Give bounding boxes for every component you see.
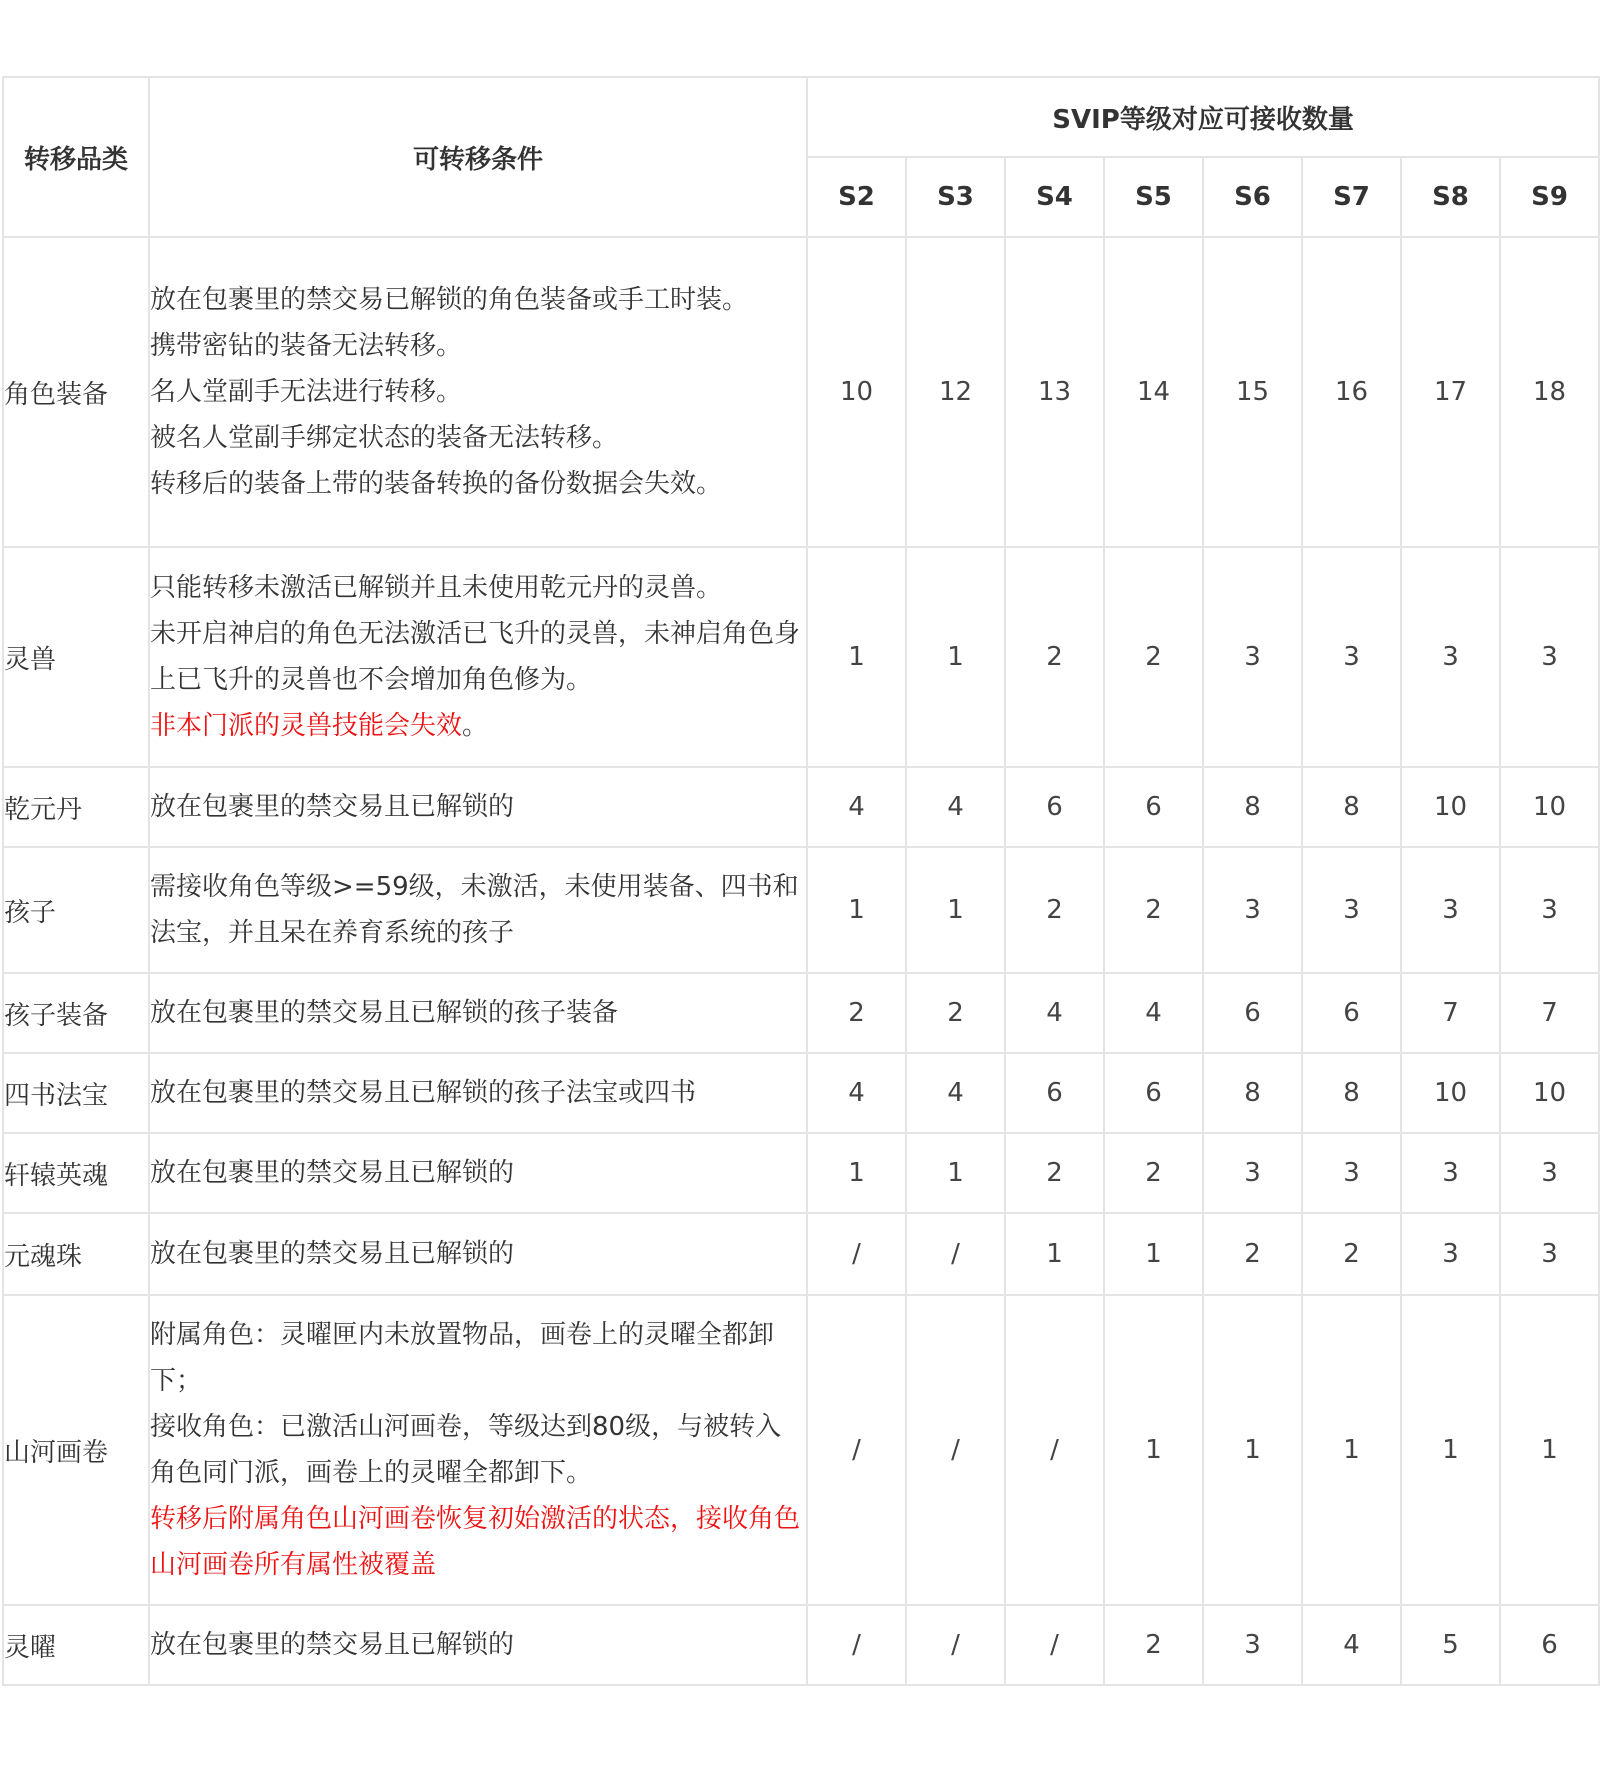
- quantity-cell: 14: [1104, 237, 1203, 547]
- quantity-cell: /: [906, 1605, 1005, 1685]
- condition-line: 转移后的装备上带的装备转换的备份数据会失效。: [150, 469, 723, 499]
- quantity-cell: 10: [1500, 767, 1599, 847]
- quantity-cell: 7: [1500, 973, 1599, 1053]
- table-row: [3, 973, 1599, 1053]
- quantity-cell: 3: [1302, 1133, 1401, 1213]
- quantity-cell: 1: [807, 847, 906, 973]
- category-cell: 乾元丹: [3, 767, 149, 847]
- quantity-cell: 3: [1302, 847, 1401, 973]
- condition-line: 放在包裹里的禁交易且已解锁的孩子装备: [150, 998, 619, 1028]
- condition-cell: [149, 1133, 807, 1213]
- table-body: [3, 237, 1599, 1685]
- quantity-cell: 1: [1203, 1295, 1302, 1605]
- quantity-cell: 13: [1005, 237, 1104, 547]
- condition-cell: [149, 237, 807, 547]
- quantity-cell: 1: [807, 1133, 906, 1213]
- quantity-cell: 3: [1401, 547, 1500, 767]
- quantity-cell: 2: [1104, 847, 1203, 973]
- condition-line: 未开启神启的角色无法激活已飞升的灵兽，未神启角色身上已飞升的灵兽也不会增加角色修为。: [150, 619, 801, 695]
- quantity-cell: 6: [1203, 973, 1302, 1053]
- quantity-cell: 1: [1005, 1213, 1104, 1295]
- category-cell: 灵兽: [3, 547, 149, 767]
- quantity-cell: 4: [1005, 973, 1104, 1053]
- condition-line: 只能转移未激活已解锁并且未使用乾元丹的灵兽。: [150, 573, 723, 603]
- quantity-cell: 6: [1104, 767, 1203, 847]
- condition-line: 放在包裹里的禁交易且已解锁的: [150, 1158, 515, 1188]
- condition-cell: [149, 973, 807, 1053]
- category-cell: 孩子: [3, 847, 149, 973]
- table-header: [3, 77, 1599, 237]
- quantity-cell: 8: [1203, 1053, 1302, 1133]
- quantity-cell: 1: [1401, 1295, 1500, 1605]
- quantity-cell: 2: [1005, 547, 1104, 767]
- level-header: S3: [906, 157, 1005, 237]
- table-row: [3, 1605, 1599, 1685]
- quantity-cell: 1: [1302, 1295, 1401, 1605]
- table-row: [3, 237, 1599, 547]
- quantity-cell: 5: [1401, 1605, 1500, 1685]
- condition-cell: [149, 1213, 807, 1295]
- quantity-cell: 3: [1302, 547, 1401, 767]
- quantity-cell: 12: [906, 237, 1005, 547]
- condition-cell: [149, 1053, 807, 1133]
- level-header: S5: [1104, 157, 1203, 237]
- quantity-cell: 1: [906, 547, 1005, 767]
- quantity-cell: 4: [906, 1053, 1005, 1133]
- category-cell: 山河画卷: [3, 1295, 149, 1605]
- table-row: [3, 847, 1599, 973]
- quantity-cell: 2: [1203, 1213, 1302, 1295]
- warning-text: 非本门派的灵兽技能会失效: [150, 711, 463, 741]
- quantity-cell: 15: [1203, 237, 1302, 547]
- table-row: [3, 1213, 1599, 1295]
- transfer-table: [2, 76, 1600, 1686]
- table-row: [3, 767, 1599, 847]
- category-cell: 四书法宝: [3, 1053, 149, 1133]
- quantity-cell: /: [807, 1605, 906, 1685]
- quantity-cell: /: [906, 1213, 1005, 1295]
- quantity-cell: 2: [1104, 1133, 1203, 1213]
- quantity-cell: 1: [1104, 1213, 1203, 1295]
- quantity-cell: 2: [1302, 1213, 1401, 1295]
- condition-header: 可转移条件: [149, 77, 807, 237]
- category-cell: 元魂珠: [3, 1213, 149, 1295]
- quantity-cell: 2: [1005, 847, 1104, 973]
- table-row: [3, 1053, 1599, 1133]
- quantity-cell: 7: [1401, 973, 1500, 1053]
- condition-cell: [149, 847, 807, 973]
- svip-group-header: SVIP等级对应可接收数量: [807, 77, 1599, 157]
- warning-text: 转移后附属角色山河画卷恢复初始激活的状态，接收角色山河画卷所有属性被覆盖: [150, 1504, 801, 1580]
- quantity-cell: /: [807, 1213, 906, 1295]
- quantity-cell: 2: [1005, 1133, 1104, 1213]
- category-header: 转移品类: [3, 77, 149, 237]
- quantity-cell: 3: [1203, 547, 1302, 767]
- quantity-cell: /: [807, 1295, 906, 1605]
- quantity-cell: 10: [1500, 1053, 1599, 1133]
- quantity-cell: 4: [1104, 973, 1203, 1053]
- condition-line: 携带密钻的装备无法转移。: [150, 331, 463, 361]
- quantity-cell: 1: [906, 847, 1005, 973]
- quantity-cell: 3: [1500, 1133, 1599, 1213]
- condition-cell: [149, 1295, 807, 1605]
- table-row: [3, 1295, 1599, 1605]
- warning-tail: 。: [462, 711, 489, 741]
- quantity-cell: 1: [807, 547, 906, 767]
- quantity-cell: 6: [1005, 1053, 1104, 1133]
- quantity-cell: /: [1005, 1605, 1104, 1685]
- quantity-cell: 10: [1401, 1053, 1500, 1133]
- quantity-cell: 1: [1104, 1295, 1203, 1605]
- level-header: S9: [1500, 157, 1599, 237]
- quantity-cell: 8: [1302, 1053, 1401, 1133]
- warning-line: [150, 1496, 806, 1588]
- quantity-cell: 2: [1104, 1605, 1203, 1685]
- quantity-cell: 2: [807, 973, 906, 1053]
- quantity-cell: /: [906, 1295, 1005, 1605]
- condition-line: 接收角色：已激活山河画卷，等级达到80级，与被转入角色同门派，画卷上的灵曜全都卸下。: [150, 1412, 782, 1488]
- category-cell: 孩子装备: [3, 973, 149, 1053]
- quantity-cell: 3: [1203, 1133, 1302, 1213]
- table-row: [3, 1133, 1599, 1213]
- quantity-cell: 8: [1302, 767, 1401, 847]
- quantity-cell: 17: [1401, 237, 1500, 547]
- quantity-cell: 4: [1302, 1605, 1401, 1685]
- level-header: S2: [807, 157, 906, 237]
- quantity-cell: 2: [1104, 547, 1203, 767]
- condition-line: 被名人堂副手绑定状态的装备无法转移。: [150, 423, 619, 453]
- condition-line: 放在包裹里的禁交易且已解锁的: [150, 1239, 515, 1269]
- quantity-cell: 1: [1500, 1295, 1599, 1605]
- condition-cell: [149, 547, 807, 767]
- quantity-cell: 6: [1500, 1605, 1599, 1685]
- quantity-cell: 10: [1401, 767, 1500, 847]
- condition-cell: [149, 767, 807, 847]
- condition-line: 放在包裹里的禁交易且已解锁的: [150, 1630, 515, 1660]
- quantity-cell: 6: [1104, 1053, 1203, 1133]
- quantity-cell: 18: [1500, 237, 1599, 547]
- level-header: S4: [1005, 157, 1104, 237]
- quantity-cell: 2: [906, 973, 1005, 1053]
- quantity-cell: 3: [1401, 847, 1500, 973]
- table-row: [3, 547, 1599, 767]
- condition-line: 放在包裹里的禁交易且已解锁的孩子法宝或四书: [150, 1078, 697, 1108]
- quantity-cell: 4: [906, 767, 1005, 847]
- condition-line: 名人堂副手无法进行转移。: [150, 377, 463, 407]
- quantity-cell: 3: [1401, 1213, 1500, 1295]
- level-header: S8: [1401, 157, 1500, 237]
- quantity-cell: 10: [807, 237, 906, 547]
- quantity-cell: 3: [1500, 547, 1599, 767]
- quantity-cell: 3: [1401, 1133, 1500, 1213]
- level-header: S6: [1203, 157, 1302, 237]
- quantity-cell: 4: [807, 1053, 906, 1133]
- quantity-cell: 16: [1302, 237, 1401, 547]
- quantity-cell: 3: [1203, 847, 1302, 973]
- quantity-cell: 3: [1203, 1605, 1302, 1685]
- quantity-cell: 3: [1500, 1213, 1599, 1295]
- level-header: S7: [1302, 157, 1401, 237]
- condition-line: 需接收角色等级>=59级，未激活，未使用装备、四书和法宝，并且呆在养育系统的孩子: [150, 872, 799, 948]
- quantity-cell: 6: [1005, 767, 1104, 847]
- condition-line: 放在包裹里的禁交易已解锁的角色装备或手工时装。: [150, 285, 749, 315]
- condition-cell: [149, 1605, 807, 1685]
- condition-line: 附属角色：灵曜匣内未放置物品，画卷上的灵曜全都卸下；: [150, 1320, 775, 1396]
- quantity-cell: 8: [1203, 767, 1302, 847]
- warning-line: [150, 703, 806, 749]
- quantity-cell: 3: [1500, 847, 1599, 973]
- quantity-cell: 6: [1302, 973, 1401, 1053]
- quantity-cell: /: [1005, 1295, 1104, 1605]
- quantity-cell: 1: [906, 1133, 1005, 1213]
- category-cell: 角色装备: [3, 237, 149, 547]
- category-cell: 灵曜: [3, 1605, 149, 1685]
- condition-line: 放在包裹里的禁交易且已解锁的: [150, 792, 515, 822]
- category-cell: 轩辕英魂: [3, 1133, 149, 1213]
- quantity-cell: 4: [807, 767, 906, 847]
